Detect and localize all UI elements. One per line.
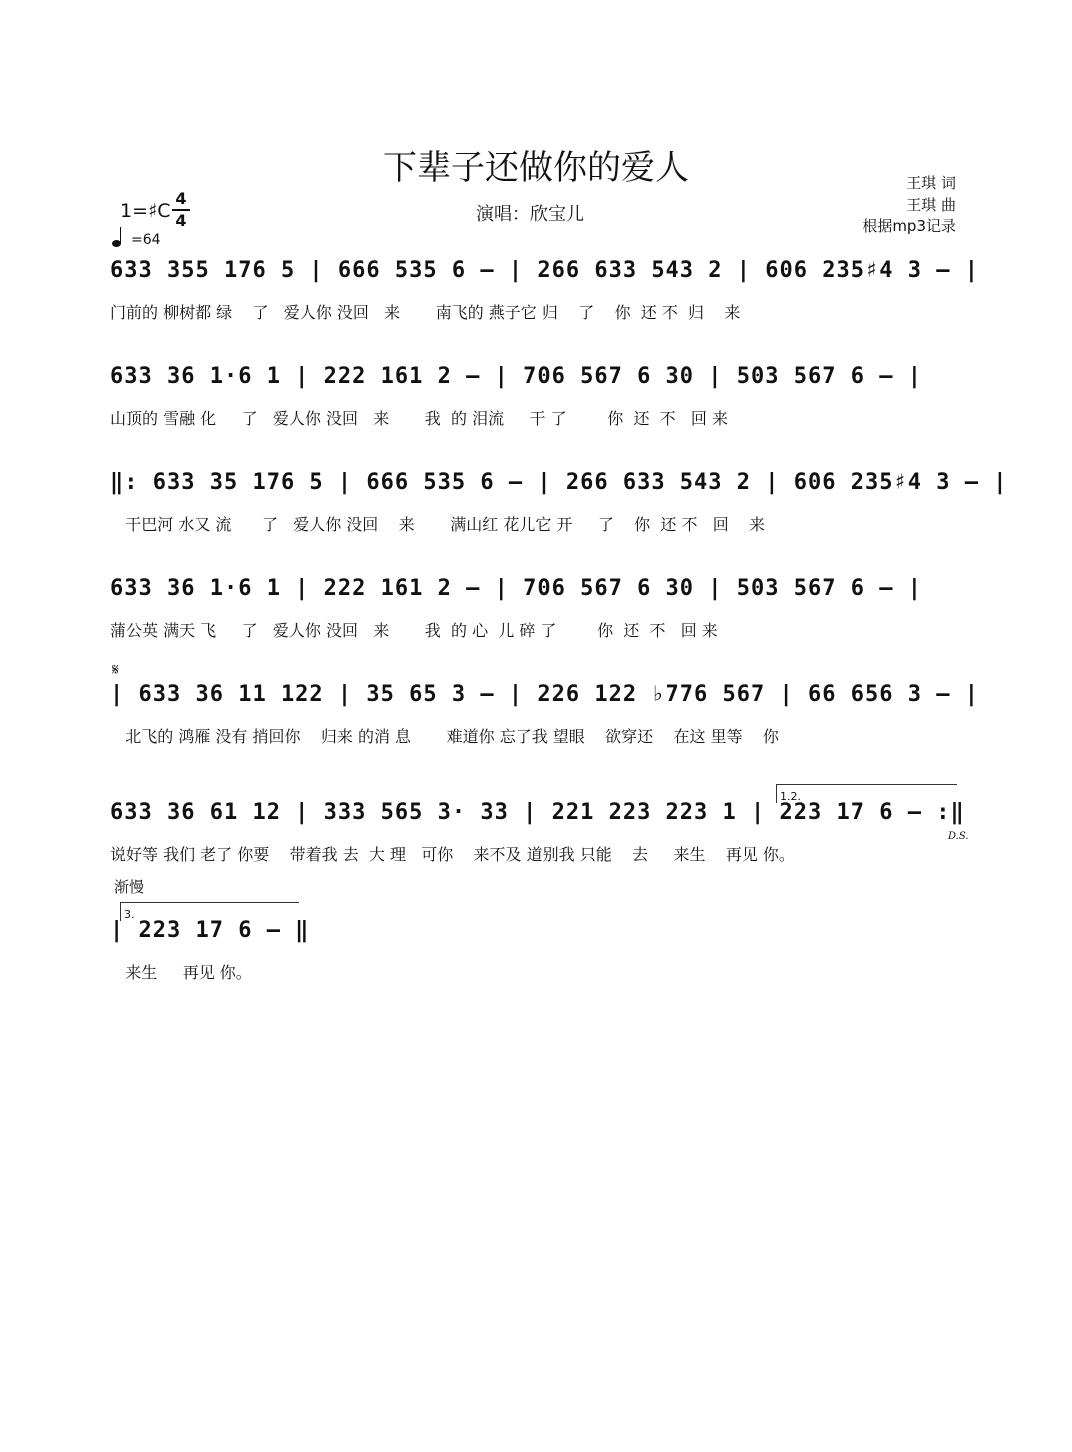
lyrics-line-3: 干巴河 水又 流 了 爱人你 没回 来 满山红 花儿它 开 了 你 还 不 回 来	[110, 515, 766, 534]
lyrics-line-2: 山顶的 雪融 化 了 爱人你 没回 来 我 的 泪流 干 了 你 还 不 回 来	[110, 409, 728, 428]
notes-line-6: 633 36 61 12 | 333 565 3· 33 | 221 223 223 1 | 223 17 6 – :‖	[110, 800, 965, 825]
singer-label: 演唱：欣宝儿	[476, 204, 584, 225]
lyrics-line-4: 蒲公英 满天 飞 了 爱人你 没回 来 我 的 心 儿 碎 了 你 还 不 回 来	[110, 621, 718, 640]
time-sig-top: 4	[175, 189, 187, 208]
notes-line-5: | 633 36 11 122 | 35 65 3 – | 226 122 ♭776 567 | 66 656 3 – |	[110, 682, 979, 707]
notes-line-3: ‖: 633 35 176 5 | 666 535 6 – | 266 633 543 2 | 606 235♯4 3 – |	[110, 470, 1008, 495]
dal-segno-mark: D.S.	[948, 831, 969, 842]
lyrics-line-6: 说好等 我们 老了 你要 带着我 去 大 理 可你 来不及 道别我 只能 去 来生 再见 你。	[110, 845, 795, 864]
time-sig-bottom: 4	[175, 211, 187, 230]
quarter-note-icon	[112, 240, 121, 247]
key-signature: 1=♯C	[120, 200, 171, 222]
time-signature	[172, 190, 190, 230]
tempo-value: =64	[131, 232, 161, 248]
tempo-marking	[112, 232, 161, 248]
notes-line-4: 633 36 1·6 1 | 222 161 2 – | 706 567 6 30 | 503 567 6 – |	[110, 576, 922, 601]
song-title: 下辈子还做你的爱人	[383, 148, 689, 188]
notes-line-1: 633 355 176 5 | 666 535 6 – | 266 633 543 2 | 606 235♯4 3 – |	[110, 258, 979, 283]
lyrics-line-7: 来生 再见 你。	[110, 963, 252, 982]
lyricist-credit: 王琪 词	[906, 174, 956, 192]
notes-line-7: | 223 17 6 – ‖	[110, 918, 310, 943]
lyrics-line-5: 北飞的 鸿雁 没有 捎回你 归来 的消 息 难道你 忘了我 望眼 欲穿还 在这 里等 你	[110, 727, 779, 746]
composer-credit: 王琪 曲	[906, 196, 956, 214]
source-credit: 根据mp3记录	[862, 217, 956, 235]
lyrics-line-1: 门前的 柳树都 绿 了 爱人你 没回 来 南飞的 燕子它 归 了 你 还 不 归 来	[110, 303, 741, 322]
volta-label-3: 3.	[124, 908, 135, 921]
volta-label-1-2: 1.2.	[780, 790, 801, 803]
notes-line-2: 633 36 1·6 1 | 222 161 2 – | 706 567 6 30 | 503 567 6 – |	[110, 364, 922, 389]
segno-sign: 𝄋	[112, 660, 119, 679]
ritardando-mark: 渐慢	[114, 878, 145, 896]
